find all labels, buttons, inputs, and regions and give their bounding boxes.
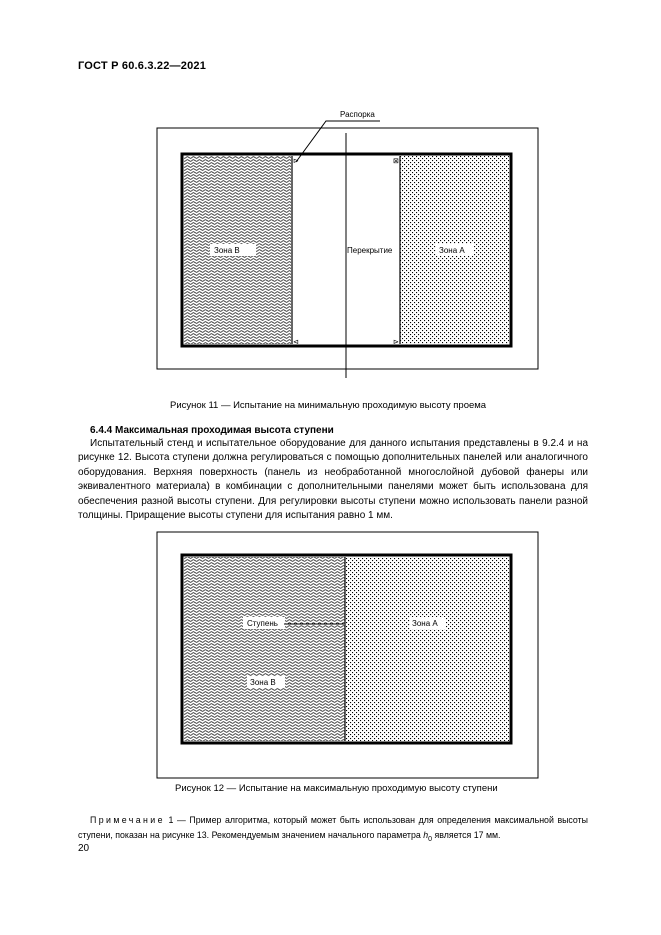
fig11-overlap-label: Перекрытие — [347, 246, 393, 255]
spacer-label: Распорка — [340, 110, 375, 119]
figure-11-caption: Рисунок 11 — Испытание на минимальную проходимую высоту проема — [170, 400, 487, 411]
fig11-zone-a-label: Зона A — [439, 246, 465, 255]
note-number: 1 — [168, 815, 174, 825]
note-param-sub: 0 — [428, 835, 433, 843]
spacer-leader-line — [296, 121, 380, 162]
section-paragraph — [78, 437, 588, 523]
fig11-corner-tl: ⊳ — [293, 158, 299, 165]
fig11-zone-b-label: Зона B — [214, 246, 240, 255]
fig11-corner-bl: ⊲ — [293, 339, 299, 346]
figure-11 — [0, 0, 661, 420]
fig12-zone-b-label: Зона B — [250, 678, 276, 687]
page-number: 20 — [78, 843, 90, 854]
fig12-zone-b-area — [184, 557, 345, 741]
note — [78, 813, 588, 847]
document-header: ГОСТ Р 60.6.3.22—2021 — [78, 60, 207, 72]
note-text-a: — Пример алгоритма, который может быть использован для определения максимальной высоты ступени, показан на рисунке 13. Рекомендуемым значением начального параметра — [78, 815, 588, 840]
figure-12 — [0, 520, 661, 780]
fig11-corner-br: ⊳ — [393, 339, 399, 346]
note-label: Примечание — [90, 815, 165, 825]
note-text-b: является 17 мм. — [432, 829, 501, 840]
figure-12-caption: Рисунок 12 — Испытание на максимальную проходимую высоту ступени — [175, 783, 498, 794]
fig11-corner-tr: ⊠ — [393, 158, 399, 165]
fig12-step-label: Ступень — [247, 619, 278, 628]
fig12-zone-a-label: Зона A — [412, 619, 438, 628]
note-param: h — [423, 829, 429, 840]
section-paragraph-text: Испытательный стенд и испытательное оборудование для данного испытания представлены в 9.2.4 и на рисунке 12. Высота ступени должна регулироваться с помощью дополнительных панелей или аналогичного оборудования. Верхняя поверхность (панель из необработанной многослойной дубовой фанеры или эквивалентного материала) в комбинации с дополнительными панелями может быть использована для обеспечения разной высоты ступени. Для регулировки высоты ступени можно использовать панели разной толщины. Приращение высоты ступени для испытания равно 1 мм. — [78, 438, 588, 522]
fig12-zone-a-area — [346, 557, 509, 741]
section-heading: 6.4.4 Максимальная проходимая высота ступени — [90, 425, 334, 436]
